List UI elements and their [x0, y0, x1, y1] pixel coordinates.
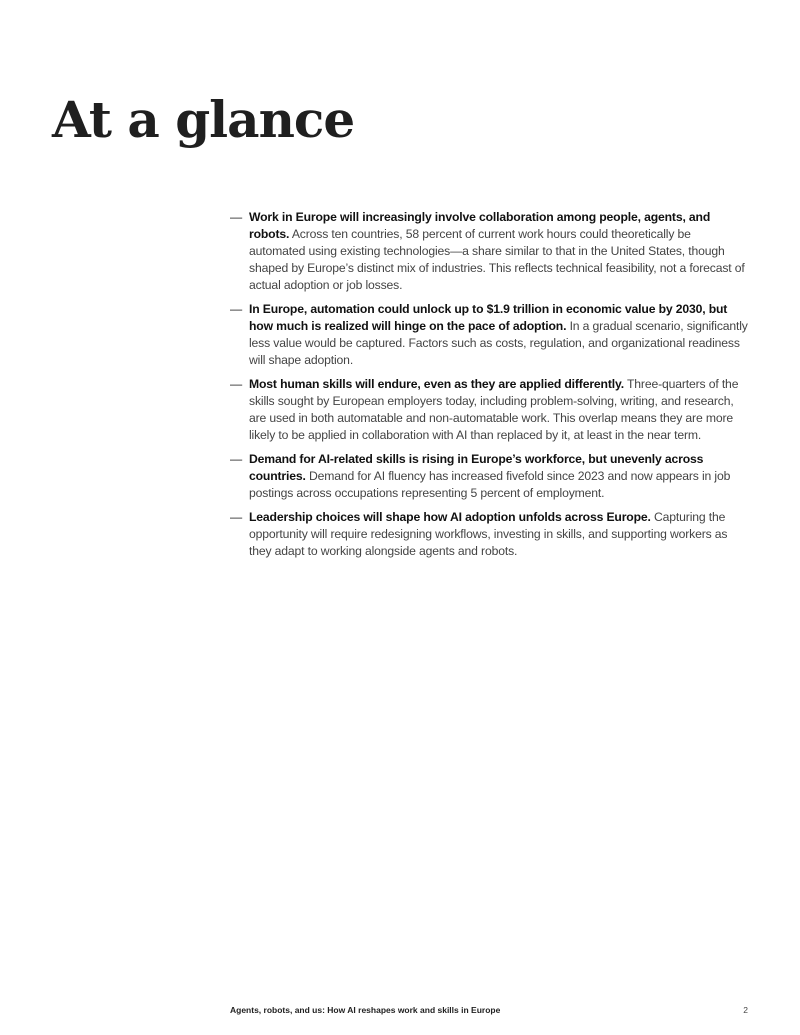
footer-report-title: Agents, robots, and us: How AI reshapes work and skills in Europe	[230, 1005, 501, 1015]
list-item	[230, 209, 750, 294]
dash-bullet-icon: —	[230, 452, 243, 466]
list-item	[230, 301, 750, 369]
bullet-headline: Leadership choices will shape how AI adoption unfolds across Europe.	[249, 510, 651, 524]
dash-bullet-icon: —	[230, 210, 243, 224]
page-title: At a glance	[52, 90, 355, 149]
bullet-body: Demand for AI fluency has increased fivefold since 2023 and now appears in job postings across occupations representing 5 percent of employment.	[249, 469, 731, 500]
bullet-headline: In Europe, automation could unlock up to $1.9 trillion in economic value by 2030, but how much is realized will hinge on the pace of adoption.	[249, 302, 728, 333]
list-item	[230, 509, 750, 560]
dash-bullet-icon: —	[230, 302, 243, 316]
bullet-body: Capturing the opportunity will require redesigning workflows, investing in skills, and supporting workers as they adapt to working alongside agents and robots.	[249, 510, 728, 558]
bullet-headline: Demand for AI-related skills is rising in Europe’s workforce, but unevenly across countries.	[249, 452, 704, 483]
bullet-headline: Most human skills will endure, even as they are applied differently.	[249, 377, 624, 391]
list-item	[230, 451, 750, 502]
dash-bullet-icon: —	[230, 377, 243, 391]
dash-bullet-icon: —	[230, 510, 243, 524]
key-points-list	[230, 209, 750, 567]
page-number: 2	[743, 1005, 748, 1015]
bullet-body: Three-quarters of the skills sought by European employers today, including problem-solving, writing, and research, are used in both automatable and non-automatable work. This overlap means they are more likely to be applied in collaboration with AI than replaced by it, at least in the near term.	[249, 377, 739, 442]
bullet-body: In a gradual scenario, significantly less value would be captured. Factors such as costs, regulation, and organizational readiness will shape adoption.	[249, 319, 748, 367]
bullet-body: Across ten countries, 58 percent of current work hours could theoretically be automated using existing technologies—a share similar to that in the United States, though shaped by Europe’s distinct mix of industries. This reflects technical feasibility, not a forecast of actual adoption or job losses.	[249, 227, 745, 292]
bullet-headline: Work in Europe will increasingly involve collaboration among people, agents, and robots.	[249, 210, 711, 241]
list-item	[230, 376, 750, 444]
